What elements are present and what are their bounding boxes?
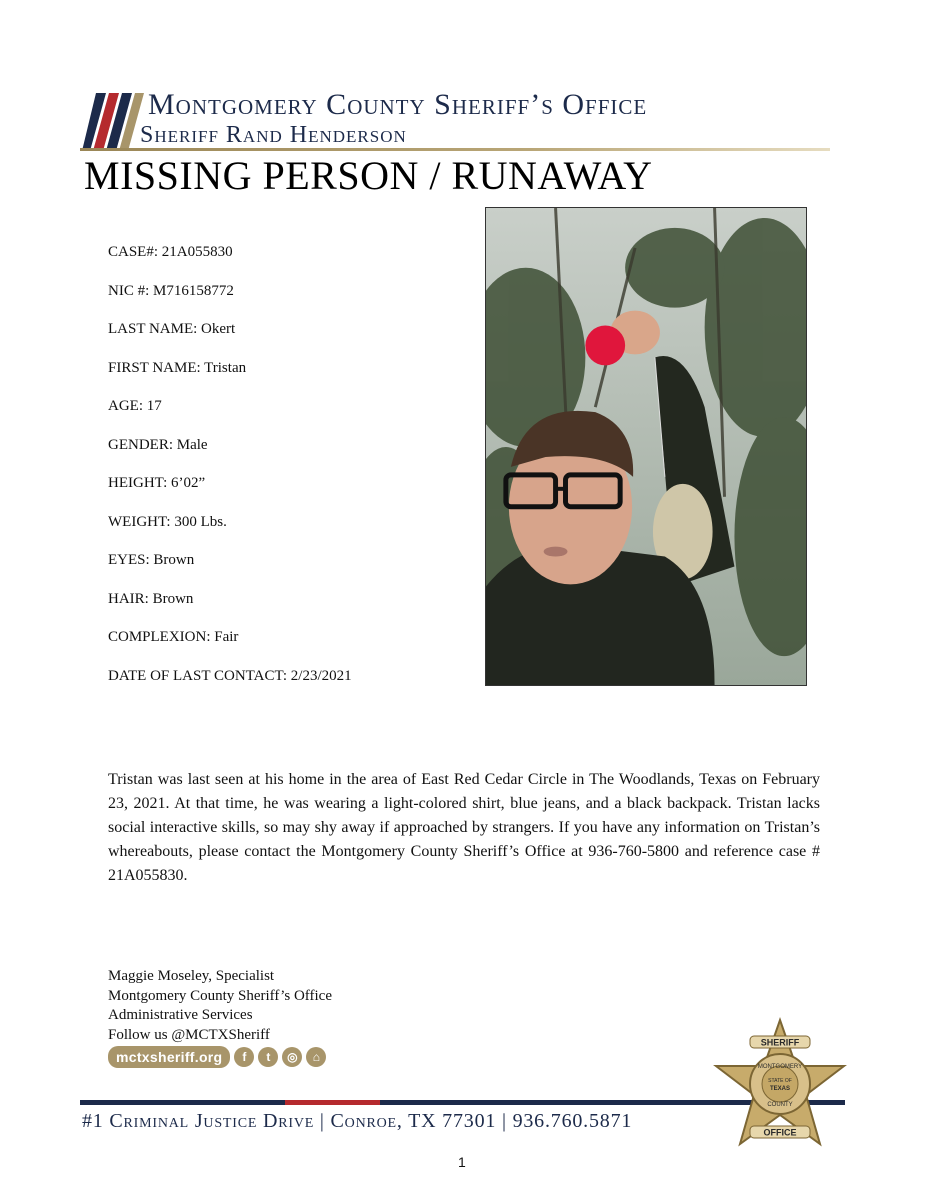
field-weight: WEIGHT: 300 Lbs.: [108, 513, 227, 530]
badge-ring-bottom-text: COUNTY: [767, 1102, 793, 1108]
field-last-name: LAST NAME: Okert: [108, 321, 236, 337]
badge-top-text: SHERIFF: [760, 1037, 800, 1048]
field-last-contact: DATE OF LAST CONTACT: 2/23/2021: [108, 667, 352, 684]
field-height: HEIGHT: 6’02”: [108, 475, 206, 491]
case-fields: [108, 233, 352, 695]
signature-dept: Administrative Services: [108, 1007, 253, 1023]
field-nic: NIC #: M716158772: [108, 282, 234, 299]
badge-ring-top-text: MONTGOMERY: [757, 1064, 803, 1070]
website-row: [108, 1046, 326, 1068]
badge-bottom-text: OFFICE: [763, 1127, 797, 1138]
nextdoor-icon[interactable]: ⌂: [306, 1047, 326, 1067]
field-first-name: FIRST NAME: Tristan: [108, 359, 247, 376]
document-title: MISSING PERSON / RUNAWAY: [84, 153, 653, 198]
field-eyes: EYES: Brown: [108, 552, 195, 568]
twitter-icon[interactable]: t: [258, 1047, 278, 1067]
org-subtitle: Sheriff Rand Henderson: [140, 122, 407, 148]
signature-name: Maggie Moseley, Specialist: [108, 968, 275, 984]
field-gender: GENDER: Male: [108, 436, 208, 453]
missing-person-photo: [485, 207, 807, 686]
header-rule: [80, 148, 830, 151]
field-hair: HAIR: Brown: [108, 590, 194, 607]
sheriff-star-badge-icon: [710, 1016, 850, 1151]
badge-center-text: TEXAS: [769, 1086, 791, 1092]
field-case: CASE#: 21A055830: [108, 244, 233, 260]
narrative-paragraph: Tristan was last seen at his home in the area of East Red Cedar Circle in The Woodlands, Texas on February 23, 2021. At that time, he was wearing a light-colored shirt, blue jeans, and a black backpack. Tristan lacks social interactive skills, so may shy away if approached by strangers. If you have any information on Tristan’s whereabouts, please contact the Montgomery County Sheriff’s Office at 936-760-5800 and reference case # 21A055830.: [108, 771, 820, 884]
instagram-icon[interactable]: ◎: [282, 1047, 302, 1067]
field-age: AGE: 17: [108, 398, 162, 414]
signature-block: [108, 967, 332, 1045]
org-title: Montgomery County Sheriff’s Office: [148, 88, 648, 121]
facebook-icon[interactable]: f: [234, 1047, 254, 1067]
website-link[interactable]: mctxsheriff.org: [108, 1046, 230, 1068]
signature-org: Montgomery County Sheriff’s Office: [108, 987, 332, 1004]
field-complexion: COMPLEXION: Fair: [108, 629, 239, 645]
footer-address: #1 Criminal Justice Drive | Conroe, TX 77301 | 936.760.5871: [82, 1110, 633, 1132]
badge-state-text: STATE OF: [768, 1078, 792, 1084]
signature-follow: Follow us @MCTXSheriff: [108, 1026, 270, 1043]
page-number: 1: [458, 1154, 466, 1170]
logo-stripes-icon: [82, 93, 144, 151]
